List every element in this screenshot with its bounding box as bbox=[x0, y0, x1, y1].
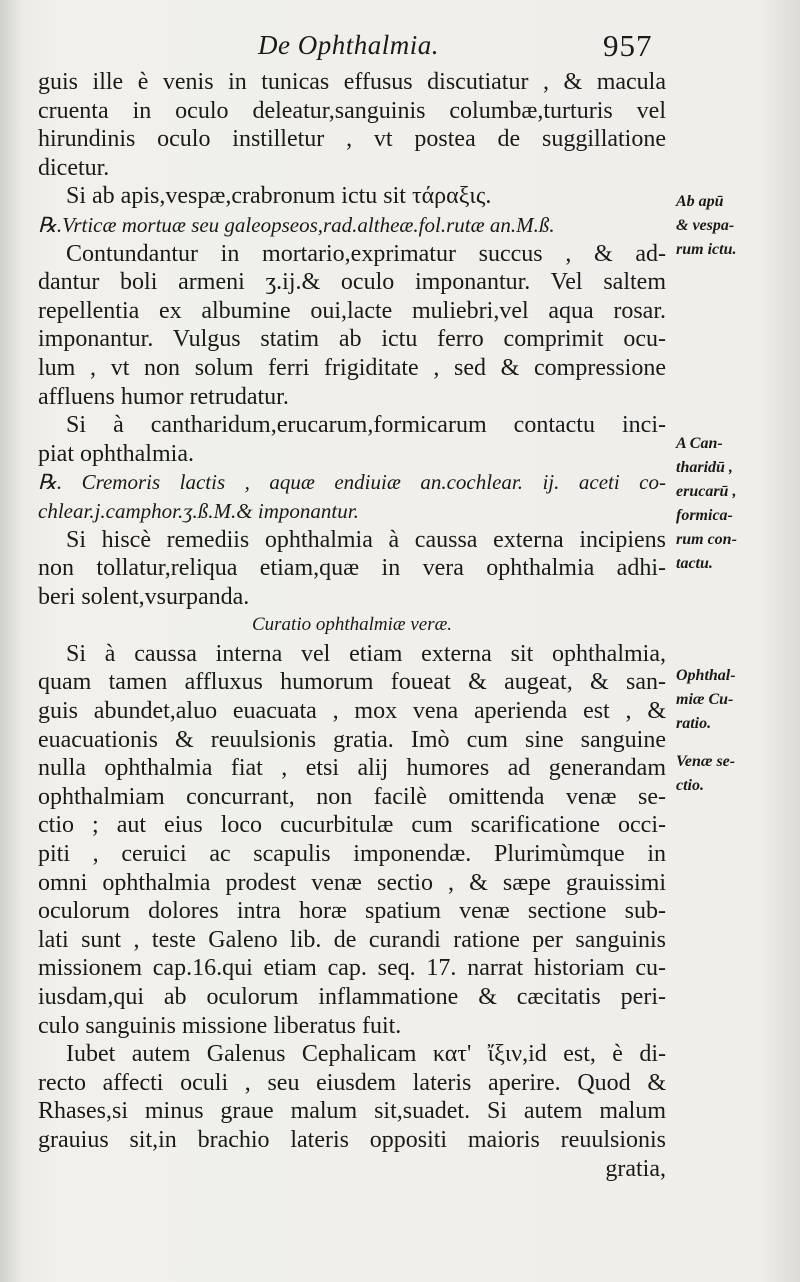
text-line: repellentia ex albumine oui,lacte muliebri,vel aqua rosar. bbox=[38, 297, 666, 324]
text-line: oculorum dolores intra horæ spatium venæ sectione sub- bbox=[38, 898, 666, 925]
recipe-line: ℞.Vrticæ mortuæ seu galeopseos,rad.altheæ.fol.rutæ an.M.ß. bbox=[38, 212, 555, 237]
text-line: ctio ; aut eius loco cucurbitulæ cum scarificatione occi- bbox=[38, 812, 666, 839]
margin-note-line: tactu. bbox=[676, 555, 713, 572]
margin-note-line: tharidū , bbox=[676, 459, 733, 476]
text-line: affluens humor retrudatur. bbox=[38, 383, 289, 410]
margin-note-venesection bbox=[676, 750, 796, 798]
text-line: Si à cantharidum,erucarum,formicarum contactu inci- bbox=[66, 412, 666, 439]
margin-note-line: Venæ se- bbox=[676, 753, 736, 770]
margin-note-line: rum ictu. bbox=[676, 241, 737, 258]
text-line: Iubet autem Galenus Cephalicam κατ' ἴξιν,id est, è di- bbox=[66, 1041, 666, 1068]
page-number: 957 bbox=[603, 28, 653, 63]
recipe-line: ℞. Cremoris lactis , aquæ endiuiæ an.cochlear. ij. aceti co- bbox=[38, 470, 666, 495]
text-line: dantur boli armeni ʒ.ij.& oculo imponantur. Vel saltem bbox=[38, 269, 666, 296]
text-line: missionem cap.16.qui etiam cap. seq. 17. narrat historiam cu- bbox=[38, 955, 666, 982]
text-line: quam tamen affluxus humorum foueat & augeat, & san- bbox=[38, 669, 666, 696]
text-line: non tollatur,reliqua etiam,quæ in vera ophthalmia adhi- bbox=[38, 555, 666, 582]
page-header bbox=[0, 30, 800, 70]
text-line: lum , vt non solum ferri frigiditate , sed & compressione bbox=[38, 354, 666, 381]
text-line: omni ophthalmia prodest venæ sectio , & sæpe grauissimi bbox=[38, 869, 666, 896]
text-line: nulla ophthalmia fiat , etsi alij humores ad generandam bbox=[38, 755, 666, 782]
text-line: Rhases,si minus graue malum sit,suadet. Si autem malum bbox=[38, 1098, 666, 1125]
text-line: imponantur. Vulgus statim ab ictu ferro comprimit ocu- bbox=[38, 326, 666, 353]
margin-note-cantharides bbox=[676, 432, 796, 576]
recipe-line: chlear.j.camphor.ʒ.ß.M.& imponantur. bbox=[38, 498, 359, 523]
text-line: ophthalmiam concurrant, non facilè omittenda venæ se- bbox=[38, 783, 666, 810]
section-heading: Curatio ophthalmiæ veræ. bbox=[251, 614, 453, 636]
margin-note-bee-sting bbox=[676, 190, 796, 262]
body-text bbox=[38, 68, 666, 1183]
text-line: Si ab apis,vespæ,crabronum ictu sit τάραξις. bbox=[66, 183, 492, 210]
margin-note-line: rum con- bbox=[676, 531, 737, 548]
text-line: piat ophthalmia. bbox=[38, 440, 194, 467]
margin-note-line: ctio. bbox=[676, 777, 704, 794]
text-line: hirundinis oculo instilletur , vt postea de suggillatione bbox=[38, 126, 666, 153]
text-line: Contundantur in mortario,exprimatur succus , & ad- bbox=[66, 240, 666, 267]
margin-note-line: miæ Cu- bbox=[676, 691, 734, 708]
margin-note-ophthalmia-cure bbox=[676, 664, 796, 736]
running-title: De Ophthalmia. bbox=[258, 30, 439, 60]
text-line: beri solent,vsurpanda. bbox=[38, 583, 250, 610]
text-line: recto affecti oculi , seu eiusdem lateris aperire. Quod & bbox=[38, 1069, 666, 1096]
margin-note-line: erucarū , bbox=[676, 483, 737, 500]
text-line: Si hiscè remediis ophthalmia à caussa externa incipiens bbox=[66, 526, 666, 553]
text-line: euacuationis & reuulsionis gratia. Imò cum sine sanguine bbox=[38, 726, 666, 753]
text-line: lati sunt , teste Galeno lib. de curandi ratione per sanguinis bbox=[38, 926, 666, 953]
text-line: Si à caussa interna vel etiam externa sit ophthalmia, bbox=[66, 640, 666, 667]
text-line: dicetur. bbox=[38, 154, 110, 181]
margin-note-line: A Can- bbox=[676, 435, 723, 452]
catchword: gratia, bbox=[605, 1155, 666, 1182]
margin-note-line: ratio. bbox=[676, 715, 712, 732]
text-line: guis abundet,aluo euacuata , mox vena aperienda est , & bbox=[38, 698, 666, 725]
text-line: piti , ceruici ac scapulis imponendæ. Plurimùmque in bbox=[38, 841, 666, 868]
margin-note-line: & vespa- bbox=[676, 217, 735, 234]
text-line: iusdam,qui ab oculorum inflammatione & cæcitatis peri- bbox=[38, 984, 666, 1010]
text-line: grauius sit,in brachio lateris oppositi maioris reuulsionis bbox=[38, 1126, 666, 1153]
margin-note-line: Ab apū bbox=[676, 193, 724, 210]
margin-note-line: Ophthal- bbox=[676, 667, 736, 684]
margin-note-line: formica- bbox=[676, 507, 733, 524]
text-line: cruenta in oculo deleatur,sanguinis columbæ,turturis vel bbox=[38, 97, 666, 124]
text-line: culo sanguinis missione liberatus fuit. bbox=[38, 1012, 402, 1039]
text-line: guis ille è venis in tunicas effusus discutiatur , & macula bbox=[38, 69, 666, 95]
